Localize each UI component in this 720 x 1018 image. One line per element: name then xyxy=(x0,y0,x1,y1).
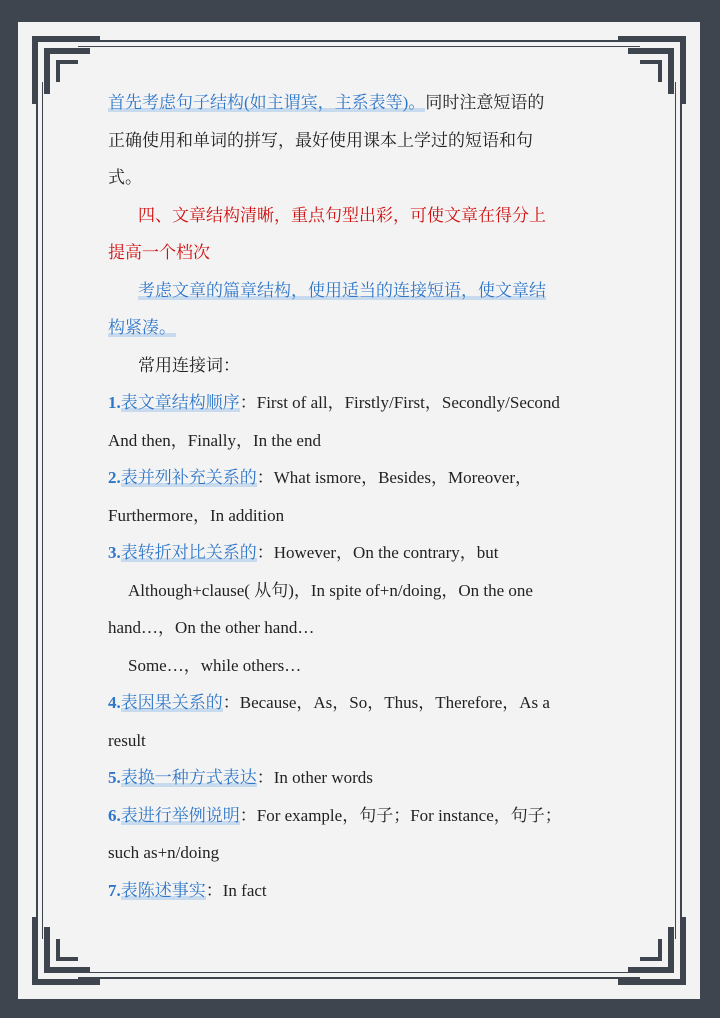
item-continuation: Some…，while others… xyxy=(128,655,302,675)
item-number: 6. xyxy=(108,805,121,825)
item-number: 7. xyxy=(108,880,121,900)
item-label: 表转折对比关系的 xyxy=(120,543,257,562)
item-text: ：What ismore，Besides，Moreover， xyxy=(256,468,532,487)
frame-bottom-line xyxy=(78,977,640,979)
paragraph-1-highlight: 首先考虑句子结构(如主谓宾，主系表等)。 xyxy=(108,93,426,112)
corner-ornament-bottom-left xyxy=(30,907,110,987)
item-text: ：For example，句子；For instance，句子； xyxy=(239,805,562,825)
frame-top-line xyxy=(78,40,640,42)
item-number: 2. xyxy=(108,468,121,487)
frame-bottom-line-inner xyxy=(78,972,640,973)
item-text: ：In other words xyxy=(256,768,373,787)
frame-left-line-inner xyxy=(42,82,43,939)
item-label: 表陈述事实 xyxy=(120,880,206,900)
item-label: 表文章结构顺序 xyxy=(120,393,240,412)
item-number: 1. xyxy=(108,393,121,412)
list-item xyxy=(108,534,628,572)
paragraph-1-text: 同时注意短语的 xyxy=(425,93,545,112)
corner-ornament-bottom-right xyxy=(608,907,688,987)
paragraph-1-line-3: 式。 xyxy=(108,168,142,187)
common-connectives-label: 常用连接词： xyxy=(138,355,240,375)
item-continuation: Furthermore，In addition xyxy=(108,505,285,525)
list-item xyxy=(108,759,628,797)
item-label: 表并列补充关系的 xyxy=(120,468,257,487)
paragraph-1-line-1 xyxy=(108,84,628,122)
item-continuation: And then，Finally，In the end xyxy=(108,430,321,450)
item-number: 3. xyxy=(108,543,121,562)
paragraph-1-line-2: 正确使用和单词的拼写，最好使用课本上学过的短语和句 xyxy=(108,130,533,150)
section-heading-line-2: 提高一个档次 xyxy=(108,243,210,262)
frame-right-line xyxy=(680,82,682,939)
frame-right-line-inner xyxy=(675,82,676,939)
item-continuation: Although+clause( 从句)，In spite of+n/doing，On the one xyxy=(128,580,533,600)
item-label: 表进行举例说明 xyxy=(120,805,240,825)
document-content xyxy=(108,84,628,909)
list-item xyxy=(108,384,628,422)
item-continuation: result xyxy=(108,730,146,750)
item-continuation: such as+n/doing xyxy=(108,843,220,862)
frame-top-line-inner xyxy=(78,46,640,47)
item-number: 5. xyxy=(108,768,121,787)
item-continuation: hand…，On the other hand… xyxy=(108,618,315,637)
item-label: 表换一种方式表达 xyxy=(120,768,257,787)
list-item xyxy=(108,459,628,497)
frame-left-line xyxy=(36,82,38,939)
item-text: ：Because，As，So，Thus，Therefore，As a xyxy=(222,693,550,712)
corner-ornament-top-left xyxy=(30,34,110,114)
paragraph-2-line-1: 考虑文章的篇章结构，使用适当的连接短语，使文章结 xyxy=(138,280,546,300)
list-item xyxy=(108,872,628,910)
item-text: ：In fact xyxy=(205,880,267,900)
paragraph-2-line-2: 构紧凑。 xyxy=(108,318,176,337)
list-item xyxy=(108,684,628,722)
item-label: 表因果关系的 xyxy=(120,693,223,712)
item-number: 4. xyxy=(108,693,121,712)
list-item xyxy=(108,797,628,835)
item-text: ：However，On the contrary，but xyxy=(256,543,499,562)
item-text: ：First of all，Firstly/First，Secondly/Second xyxy=(239,393,560,412)
section-heading-line-1: 四、文章结构清晰，重点句型出彩，可使文章在得分上 xyxy=(138,205,546,225)
